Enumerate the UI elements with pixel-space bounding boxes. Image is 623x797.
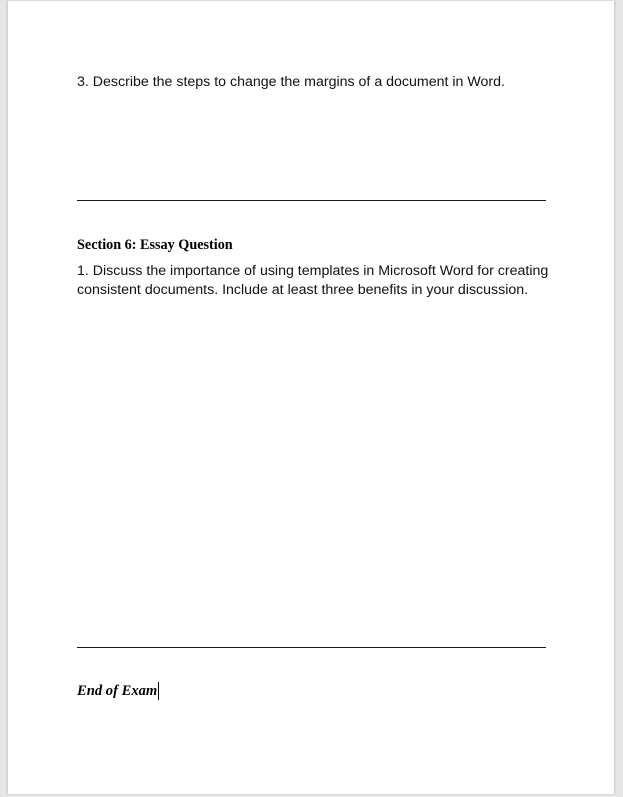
essay-divider-line [77, 647, 546, 648]
end-of-exam-line[interactable] [77, 681, 159, 701]
section-6-heading[interactable]: Section 6: Essay Question [77, 237, 233, 253]
essay-question-1-text[interactable]: 1. Discuss the importance of using templates in Microsoft Word for creating consistent documents. Include at least three benefits in your discussion. [77, 263, 553, 298]
text-cursor [158, 682, 159, 700]
question-3-text[interactable]: 3. Describe the steps to change the margins of a document in Word. [77, 74, 505, 90]
end-of-exam-text[interactable]: End of Exam [77, 682, 158, 699]
answer-divider-line [77, 200, 546, 201]
document-page[interactable] [7, 1, 615, 794]
